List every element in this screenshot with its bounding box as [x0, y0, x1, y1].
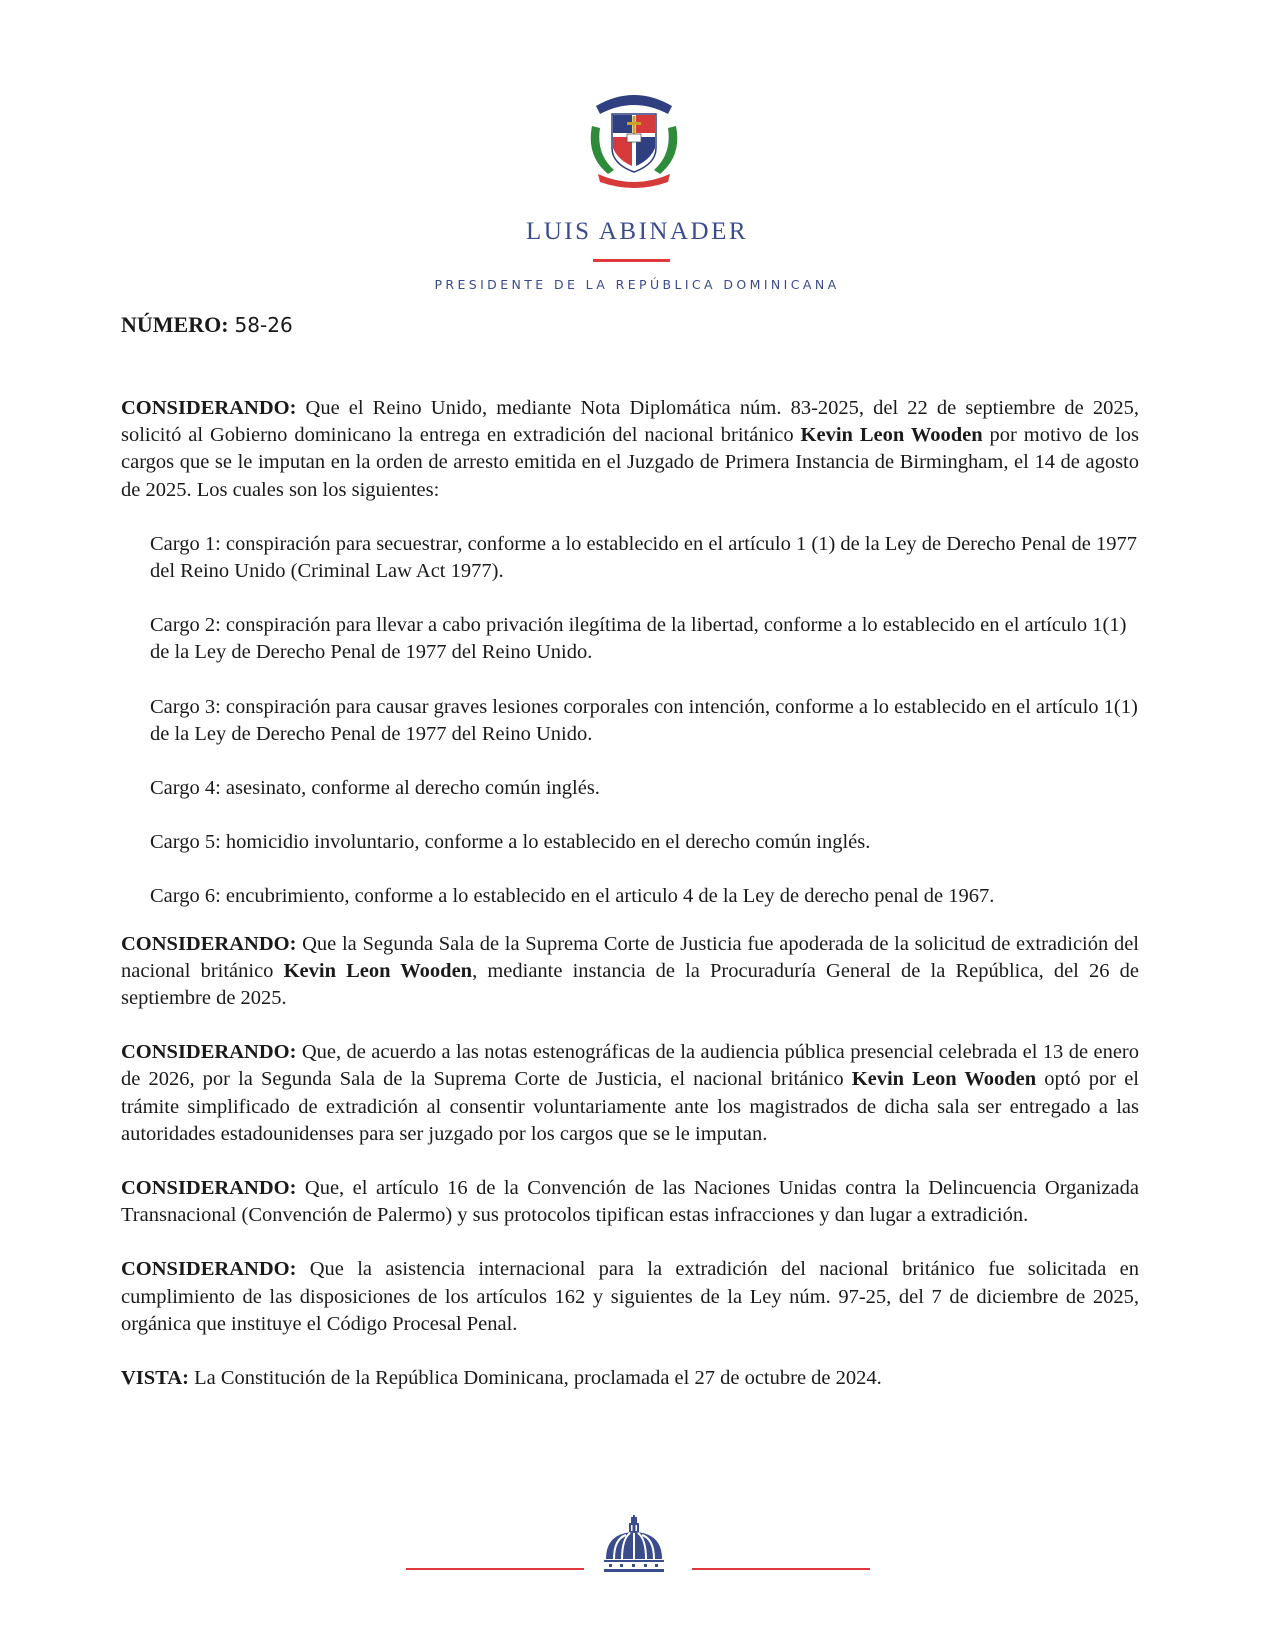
considerando-paragraph — [121, 1039, 1139, 1148]
considerando-lead: CONSIDERANDO: — [121, 1177, 297, 1200]
cargo-item: Cargo 3: conspiración para causar graves lesiones corporales con intención, conforme a lo establecido en el artículo 1(1) de la Ley de Derecho Penal de 1977 del Reino Unido. — [150, 695, 1138, 745]
decree-number-label: NÚMERO: — [121, 312, 229, 337]
vista-lead: VISTA: — [121, 1367, 189, 1390]
president-title: PRESIDENTE DE LA REPÚBLICA DOMINICANA — [434, 277, 840, 292]
coat-of-arms-icon — [578, 86, 690, 190]
cargo-item: Cargo 5: homicidio involuntario, conforme a lo establecido en el derecho común inglés. — [150, 831, 871, 854]
considerando-paragraph — [121, 931, 1139, 1013]
paragraph-text: Que el Reino Unido, mediante Nota Diplomática núm. 83-2025, del 22 de septiembre de 2025, solicitó al Gobierno dominicano la entrega en extradición del nacional británico — [121, 397, 1139, 447]
paragraph-text: Que, de acuerdo a las notas estenográficas de la audiencia pública presencial celebrada el 13 de enero de 2026, por la Segunda Sala de la Suprema Corte de Justicia, el nacional británico — [121, 1041, 1139, 1091]
decree-number — [121, 312, 293, 338]
considerando-paragraph — [121, 1256, 1139, 1338]
considerando-lead: CONSIDERANDO: — [121, 932, 297, 955]
decree-number-value: 58-26 — [234, 313, 293, 337]
footer — [0, 1515, 1274, 1595]
paragraph-text: por motivo de los cargos que se le imputan en la orden de arresto emitida en el Juzgado de Primera Instancia de Birmingham, el 14 de agosto de 2025. Los cuales son los siguientes: — [121, 424, 1139, 501]
person-name: Kevin Leon Wooden — [283, 959, 473, 982]
considerando-paragraph — [121, 1175, 1139, 1229]
paragraph-text: Que la asistencia internacional para la extradición del nacional británico fue solicitada en cumplimiento de las disposiciones de los artículos 162 y siguientes de la Ley núm. 97-25, del 7 de diciembre de 2025, orgánica que instituye el Código Procesal Penal. — [121, 1258, 1139, 1335]
document-body — [121, 395, 1139, 1419]
footer-rule-left — [406, 1568, 584, 1570]
cargo-item: Cargo 1: conspiración para secuestrar, conforme a lo establecido en el artículo 1 (1) de la Ley de Derecho Penal de 1977 del Reino Unido (Criminal Law Act 1977). — [150, 532, 1137, 583]
cargo-item: Cargo 2: conspiración para llevar a cabo privación ilegítima de la libertad, conforme a lo establecido en el artículo 1(1) de la Ley de Derecho Penal de 1977 del Reino Unido. — [150, 614, 1127, 664]
paragraph-text: Que la Segunda Sala de la Suprema Corte de Justicia fue apoderada de la solicitud de extradición del nacional británico — [121, 932, 1139, 982]
cargo-item: Cargo 4: asesinato, conforme al derecho común inglés. — [150, 777, 600, 800]
footer-rule-right — [692, 1568, 870, 1570]
dome-icon — [600, 1515, 668, 1577]
considerando-lead: CONSIDERANDO: — [121, 1041, 297, 1064]
paragraph-text: La Constitución de la República Dominicana, proclamada el 27 de octubre de 2024. — [188, 1367, 882, 1390]
considerando-lead: CONSIDERANDO: — [121, 1258, 297, 1281]
name-divider — [593, 259, 670, 262]
person-name: Kevin Leon Wooden — [800, 424, 983, 447]
paragraph-text: optó por el trámite simplificado de extradición al consentir voluntariamente ante los magistrados de dicha sala ser entregado a las autoridades estadounidenses para ser juzgado por los cargos que se le imputan. — [121, 1068, 1140, 1145]
considerando-paragraph — [121, 395, 1139, 504]
considerando-lead: CONSIDERANDO: — [121, 397, 297, 419]
paragraph-text: , mediante instancia de la Procuraduría General de la República, del 26 de septiembre de 2025. — [121, 959, 1139, 1010]
person-name: Kevin Leon Wooden — [851, 1068, 1037, 1091]
vista-paragraph — [121, 1365, 1139, 1392]
paragraph-text: Que, el artículo 16 de la Convención de las Naciones Unidas contra la Delincuencia Organizada Transnacional (Convención de Palermo) y sus protocolos tipifican estas infracciones y dan lugar a extradición. — [121, 1177, 1139, 1227]
president-name: LUIS ABINADER — [525, 218, 749, 245]
cargo-item: Cargo 6: encubrimiento, conforme a lo establecido en el articulo 4 de la Ley de derecho penal de 1967. — [150, 885, 995, 908]
